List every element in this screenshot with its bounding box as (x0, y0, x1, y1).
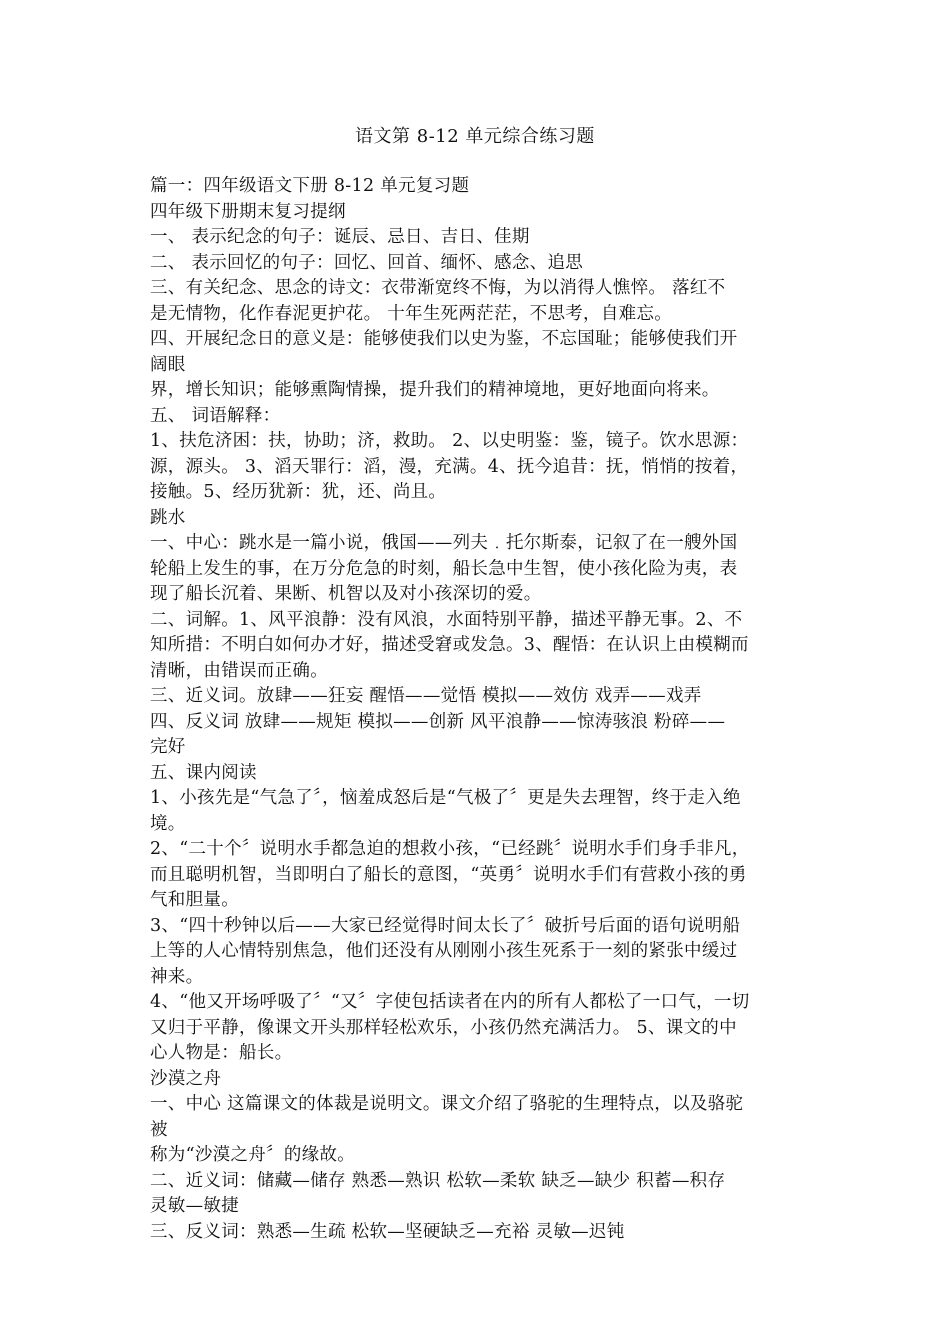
text-line: 清晰，由错误而正确。 (150, 660, 328, 681)
text-line: 一、中心 这篇课文的体裁是说明文。课文介绍了骆驼的生理特点，以及骆驼 (150, 1094, 744, 1114)
text-line: 神来。 (150, 966, 204, 987)
text-line: 境。 (150, 813, 186, 834)
text-line: 四、反义词 放肆——规矩 模拟——创新 风平浪静——惊涛骇浪 粉碎—— (150, 711, 726, 732)
text-line: 阔眼 (150, 354, 186, 375)
text-line: 一、 表示纪念的句子：诞辰、忌日、吉日、佳期 (150, 227, 530, 247)
text-line: 五、 词语解释： (150, 405, 281, 426)
text-line: 源，源头。 3、滔天罪行：滔，漫，充满。4、抚今追昔：抚，悄悄的按着， (150, 456, 749, 477)
text-line: 气和胆量。 (150, 890, 239, 910)
text-line: 跳水 (150, 507, 186, 528)
text-line: 篇一：四年级语文下册 8-12 单元复习题 (150, 176, 470, 196)
text-line: 灵敏—敏捷 (150, 1196, 239, 1216)
text-line: 二、词解。1、风平浪静：没有风浪，水面特别平静，描述平静无事。2、不 (150, 609, 743, 630)
text-line: 接触。5、经历犹新：犹，还、尚且。 (150, 482, 447, 502)
document-title: 语文第 8-12 单元综合练习题 (355, 126, 595, 147)
text-line: 界，增长知识；能够熏陶情操，提升我们的精神境地，更好地面向将来。 (150, 380, 720, 400)
text-line: 3、“四十秒钟以后——大家已经觉得时间太长了〞破折号后面的语句说明船 (150, 915, 741, 936)
text-line: 2、“二十个〞说明水手都急迫的想救小孩，“已经跳〞说明水手们身手非凡， (150, 839, 750, 859)
text-line: 一、中心：跳水是一篇小说，俄国——列夫﹒托尔斯泰，记叙了在一艘外国 (150, 533, 738, 553)
text-line: 心人物是：船长。 (150, 1043, 293, 1063)
text-line: 1、小孩先是“气急了〞，恼羞成怒后是“气极了〞更是失去理智，终于走入绝 (150, 788, 741, 808)
text-line: 而且聪明机智，当即明白了船长的意图，“英勇〞说明水手们有营救小孩的勇 (150, 864, 747, 885)
text-line: 三、有关纪念、思念的诗文：衣带渐宽终不悔，为以消得人憔悴。 落红不 (150, 278, 726, 298)
text-line: 轮船上发生的事，在万分危急的时刻，船长急中生智，使小孩化险为夷，表 (150, 558, 738, 579)
text-line: 完好 (150, 737, 186, 757)
text-line: 1、扶危济困：扶，协助；济，救助。 2、以史明鉴：鉴，镜子。饮水思源： (150, 431, 749, 451)
text-line: 又归于平静，像课文开头那样轻松欢乐，小孩仍然充满活力。 5、课文的中 (150, 1017, 737, 1038)
text-line: 四、开展纪念日的意义是：能够使我们以史为鉴，不忘国耻；能够使我们开 (150, 329, 738, 349)
text-line: 二、 表示回忆的句子：回忆、回首、缅怀、感念、追思 (150, 252, 584, 273)
text-line: 称为“沙漠之舟〞的缘故。 (150, 1145, 356, 1165)
text-line: 五、课内阅读 (150, 762, 257, 783)
text-line: 三、反义词：熟悉—生疏 松软—坚硬缺乏—充裕 灵敏—迟钝 (150, 1221, 625, 1242)
text-line: 沙漠之舟 (150, 1068, 222, 1089)
text-line: 被 (150, 1119, 168, 1140)
text-line: 4、“他又开场呼吸了〞“又〞字使包括读者在内的所有人都松了一口气，一切 (150, 992, 750, 1012)
text-line: 是无情物，化作春泥更护花。 十年生死两茫茫，不思考，自难忘。 (150, 303, 673, 324)
text-line: 二、近义词：储藏—储存 熟悉—熟识 松软—柔软 缺乏—缺少 积蓄—积存 (150, 1170, 726, 1191)
text-line: 三、近义词。放肆——狂妄 醒悟——觉悟 模拟——效仿 戏弄——戏弄 (150, 686, 702, 706)
text-line: 四年级下册期末复习提纲 (150, 201, 346, 222)
document-body (150, 174, 800, 1245)
text-line: 知所措：不明白如何办才好，描述受窘或发急。3、醒悟：在认识上由模糊而 (150, 635, 749, 655)
text-line: 现了船长沉着、果断、机智以及对小孩深切的爱。 (150, 584, 542, 604)
text-line: 上等的人心情特别焦急，他们还没有从刚刚小孩生死系于一刻的紧张中缓过 (150, 941, 738, 961)
